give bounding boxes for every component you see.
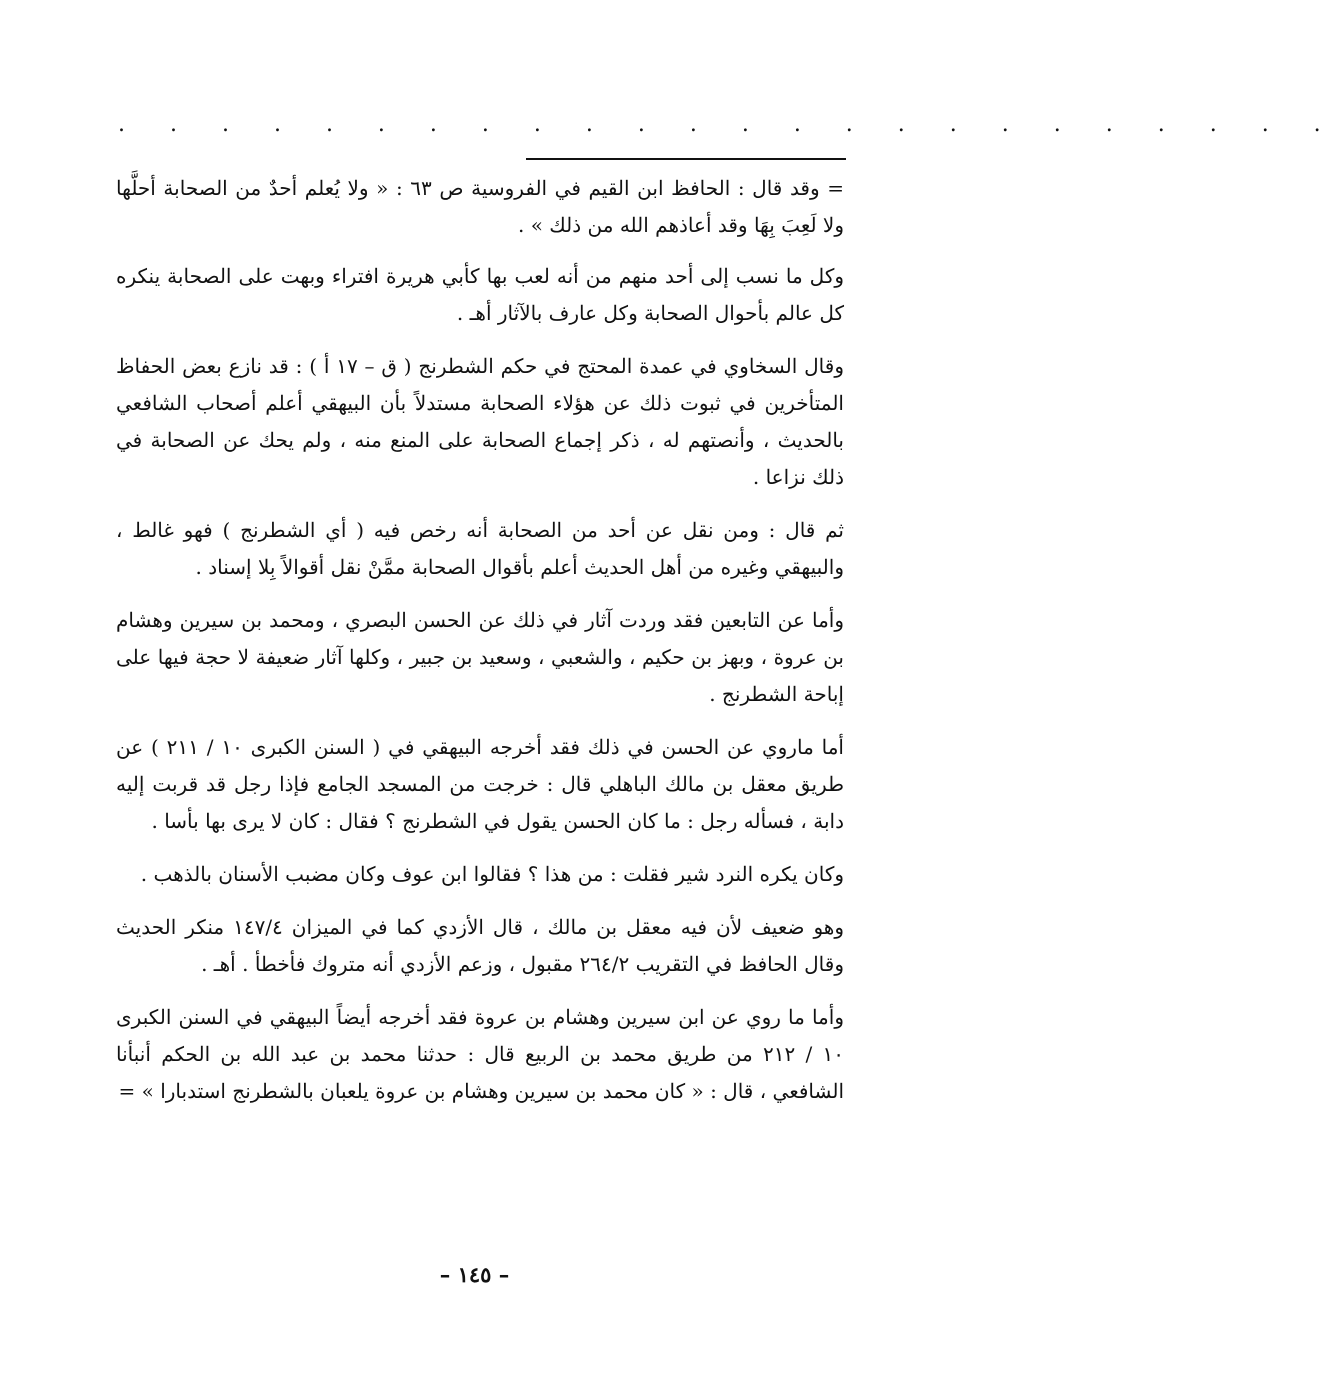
paragraph: أما ماروي عن الحسن في ذلك فقد أخرجه البيهقي في ( السنن الكبرى ١٠ / ٢١١ ) عن طريق معقل بن مالك الباهلي قال : خرجت من المسجد الجامع فإذا رجل قد قربت إليه دابة ، فسأله رجل : ما كان الحسن يقول في الشطرنج ؟ فقال : كان لا يرى بها بأسا . — [116, 735, 844, 833]
paragraph: وأما عن التابعين فقد وردت آثار في ذلك عن الحسن البصري ، ومحمد بن سيرين وهشام بن عروة ، وبهز بن حكيم ، والشعبي ، وسعيد بن جبير ، وكلها آثار ضعيفة لا حجة فيها على إباحة الشطرنج . — [116, 608, 844, 706]
page-body — [116, 170, 844, 1126]
paragraph: وقال السخاوي في عمدة المحتج في حكم الشطرنج ( ق – ١٧ أ ) : قد نازع بعض الحفاظ المتأخرين في ثبوت ذلك عن هؤلاء الصحابة مستدلاً بأن البيهقي أعلم أصحاب الشافعي بالحديث ، وأنصتهم له ، ذكر إجماع الصحابة على المنع منه ، ولم يحك عن الصحابة في ذلك نزاعا . — [116, 354, 844, 489]
paragraph: ثم قال : ومن نقل عن أحد من الصحابة أنه رخص فيه ( أي الشطرنج ) فهو غالط ، والبيهقي وغيره من أهل الحديث أعلم بأقوال الصحابة ممَّنْ نقل أقوالاً بِلا إسناد . — [116, 518, 844, 579]
paragraph: وهو ضعيف لأن فيه معقل بن مالك ، قال الأزدي كما في الميزان ١٤٧/٤ منكر الحديث وقال الحافظ في التقريب ٢٦٤/٢ مقبول ، وزعم الأزدي أنه متروك فأخطأ . أهـ . — [116, 915, 844, 976]
footnote-separator-rule — [526, 158, 846, 160]
paragraph: وكان يكره النرد شير فقلت : من هذا ؟ فقالوا ابن عوف وكان مضبب الأسنان بالذهب . — [140, 862, 844, 886]
paragraph: وكل ما نسب إلى أحد منهم من أنه لعب بها كأبي هريرة افتراء وبهت على الصحابة ينكره كل عالم بأحوال الصحابة وكل عارف بالآثار أهـ . — [116, 264, 844, 325]
paragraph: = وقد قال : الحافظ ابن القيم في الفروسية ص ٦٣ : « ولا يُعلم أحدٌ من الصحابة أحلَّها ولا لَعِبَ بِهَا وقد أعاذهم الله من ذلك » . — [116, 176, 844, 237]
page-number: – ١٤٥ – — [439, 1262, 510, 1287]
paragraph: وأما ما روي عن ابن سيرين وهشام بن عروة فقد أخرجه أيضاً البيهقي في السنن الكبرى ١٠ / ٢١٢ من طريق محمد بن الربيع قال : حدثنا محمد بن عبد الله بن الحكم أنبأنا الشافعي ، قال : « كان محمد بن سيرين وهشام بن عروة يلعبان بالشطرنج استدبارا » = — [116, 1005, 844, 1103]
ornamental-dot-row: . . . . . . . . . . . . . . . . . . . . . . . . — [118, 112, 1340, 137]
